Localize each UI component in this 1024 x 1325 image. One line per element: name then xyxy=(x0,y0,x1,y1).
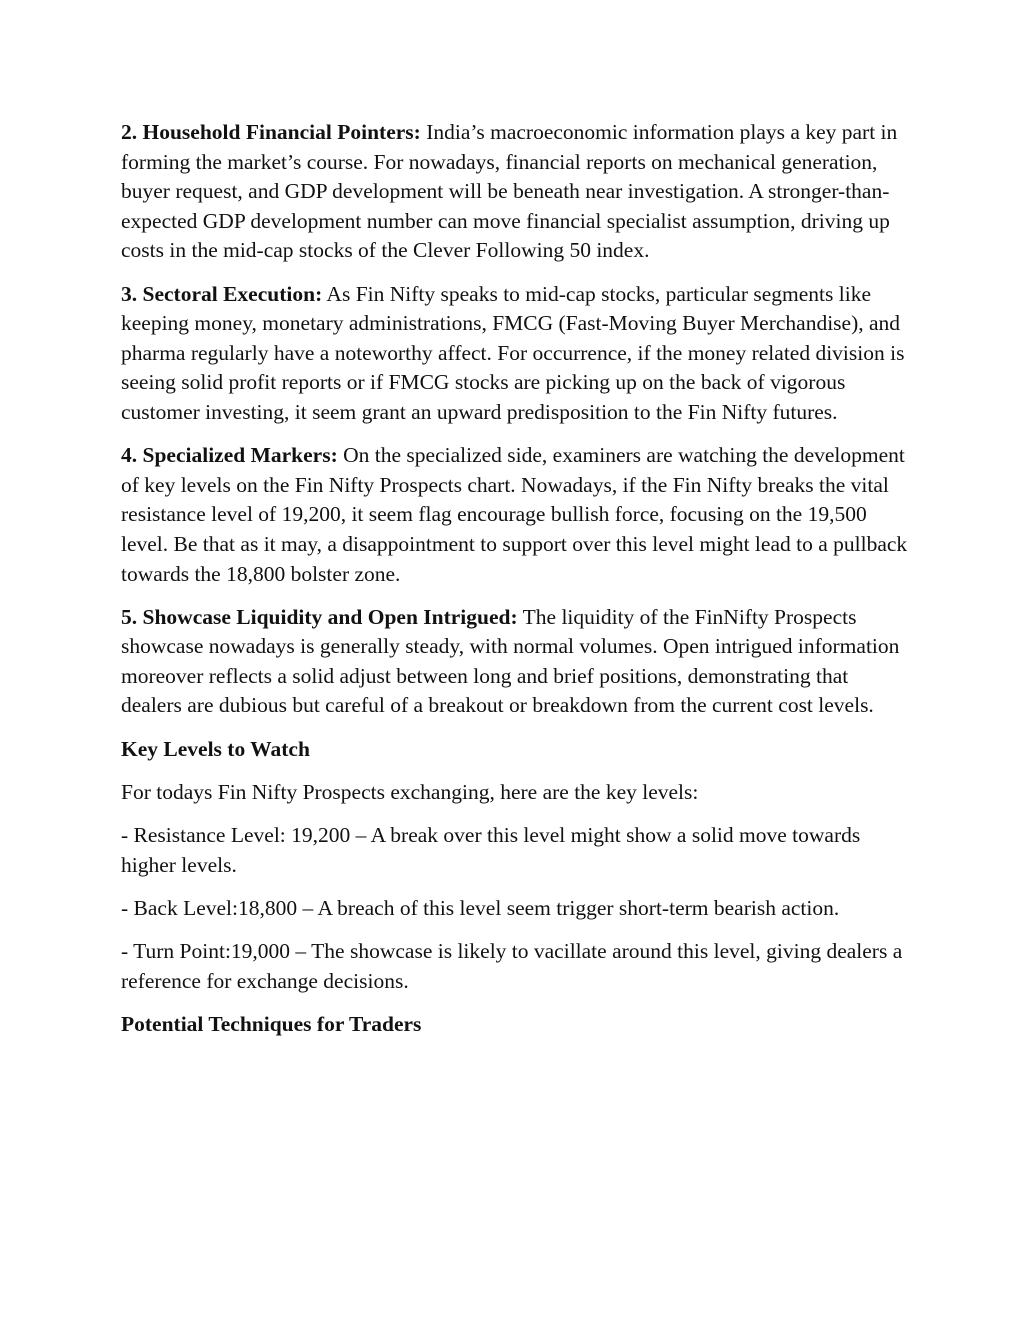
section-lead: 2. Household Financial Pointers: xyxy=(121,120,421,144)
key-levels-intro: For todays Fin Nifty Prospects exchanging, here are the key levels: xyxy=(121,779,699,804)
key-level-back: - Back Level:18,800 – A breach of this level seem trigger short-term bearish action. xyxy=(121,895,840,920)
key-levels-heading: Key Levels to Watch xyxy=(121,736,310,761)
key-level-turn-point: - Turn Point:19,000 – The showcase is likely to vacillate around this level, giving dealers a reference for exchange decisions. xyxy=(121,939,903,993)
section-text: The liquidity of the FinNifty Prospects showcase nowadays is generally steady, with normal volumes. Open intrigued information moreover reflects a solid adjust between long and brief positions, demonstrating that dealers are dubious but careful of a breakout or breakdown from the current cost levels. xyxy=(121,604,900,718)
section-lead: 3. Sectoral Execution: xyxy=(121,281,323,306)
section-text: As Fin Nifty speaks to mid-cap stocks, particular segments like keeping money, monetary administrations, FMCG (Fast-Moving Buyer Merchandise), and pharma regularly have a noteworthy affect. For occurrence, if the money related division is seeing solid profit reports or if FMCG stocks are picking up on the back of vigorous customer investing, it seem grant an upward predisposition to the Fin Nifty futures. xyxy=(121,281,905,424)
section-sectoral-execution xyxy=(121,280,911,428)
section-household-financial-pointers xyxy=(121,118,911,266)
potential-techniques-heading: Potential Techniques for Traders xyxy=(121,1011,422,1036)
section-text: On the specialized side, examiners are watching the development of key levels on the Fin Nifty Prospects chart. Nowadays, if the Fin Nifty breaks the vital resistance level of 19,200, it seem flag encourage bullish force, focusing on the 19,500 level. Be that as it may, a disappointment to support over this level might lead to a pullback towards the 18,800 bolster zone. xyxy=(121,443,908,586)
section-lead: 4. Specialized Markers: xyxy=(121,443,338,468)
section-text: India’s macroeconomic information plays a key part in forming the market’s course. For nowadays, financial reports on mechanical generation, buyer request, and GDP development will be beneath near investigation. A stronger-than-expected GDP development number can move financial specialist assumption, driving up costs in the mid-cap stocks of the Clever Following 50 index. xyxy=(121,120,898,263)
section-lead: 5. Showcase Liquidity and Open Intrigued: xyxy=(121,604,518,629)
section-specialized-markers xyxy=(121,441,911,589)
document-page xyxy=(121,118,911,1053)
key-level-resistance: - Resistance Level: 19,200 – A break over this level might show a solid move towards higher levels. xyxy=(121,823,861,877)
section-showcase-liquidity xyxy=(121,603,911,721)
